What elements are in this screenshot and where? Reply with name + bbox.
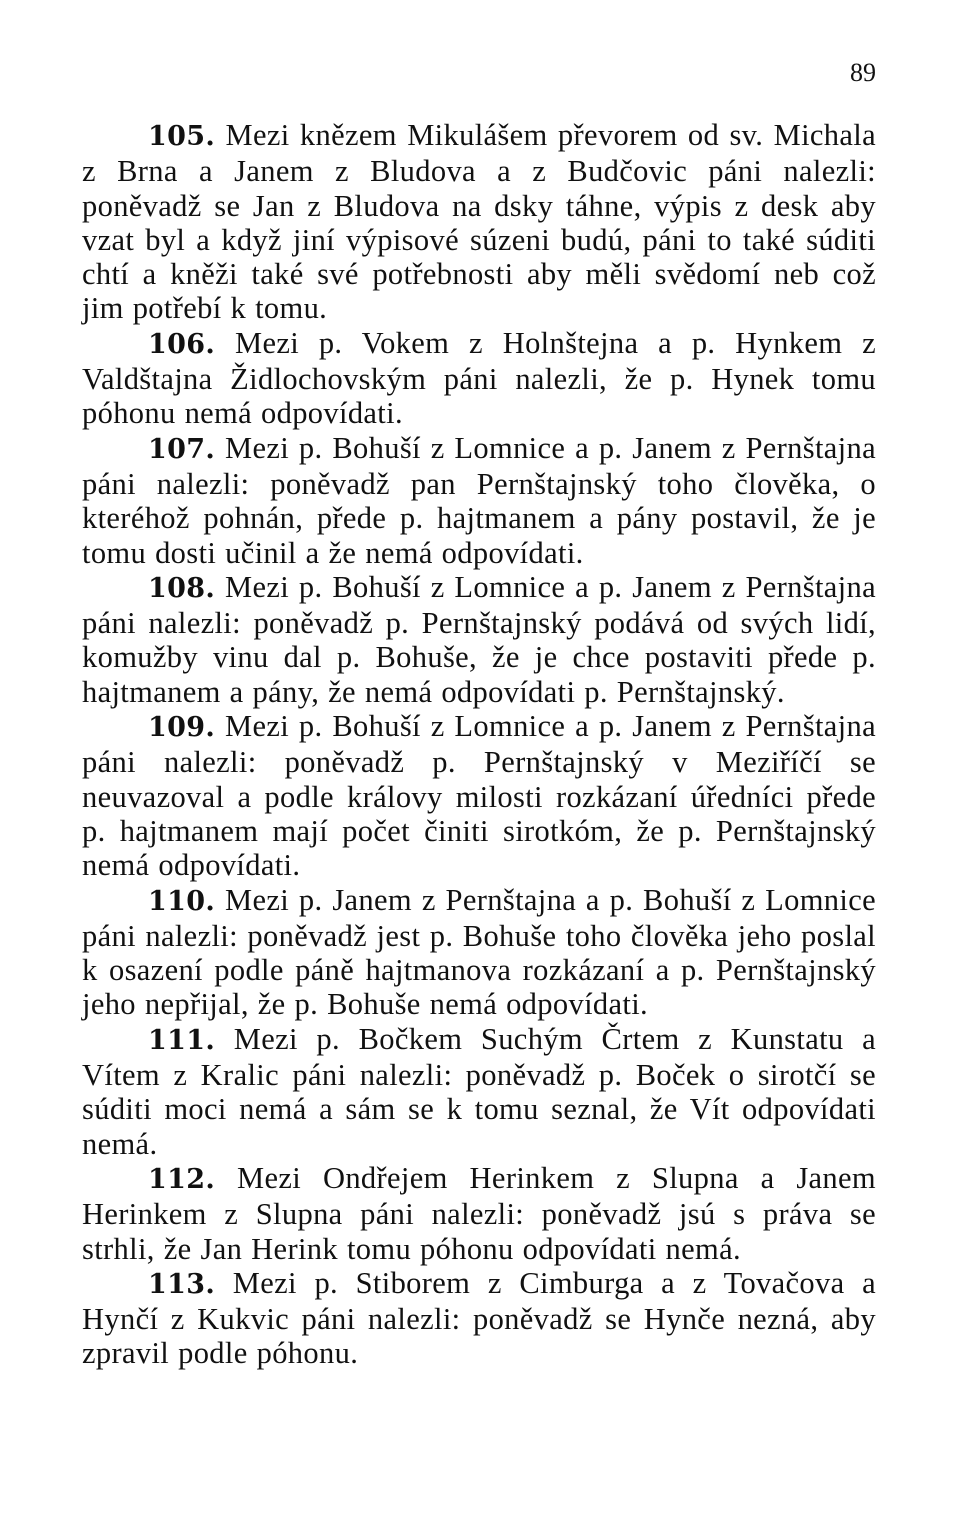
entry-number: 106. [148, 328, 216, 360]
entry-text: Mezi p. Bočkem Suchým Črtem z Kunstatu a Vítem z Kralic páni nalezli: poněvadž p. Boček o sirotčí se súditi moci nemá a sám se k tomu seznal, že Vít odpovídati nemá. [82, 1021, 876, 1161]
page-number: 89 [850, 58, 876, 87]
entry-number: 112. [148, 1163, 216, 1195]
entry-text: Mezi p. Janem z Pernštajna a p. Bohuší z Lomnice páni nalezli: poněvadž jest p. Bohuše toho člověka jeho poslal k osazení podle páně hajtmanova rozkázaní a p. Pernštajnský jeho nepřijal, že p. Bohuše nemá odpovídati. [82, 882, 876, 1022]
entry-text: Mezi p. Stiborem z Cimburga a z Tovačova a Hynčí z Kukvic páni nalezli: poněvadž se Hynče nezná, aby zpravil podle póhonu. [82, 1265, 876, 1371]
entry-number: 107. [148, 433, 216, 465]
entry-number: 108. [148, 572, 216, 604]
entry-text: Mezi p. Bohuší z Lomnice a p. Janem z Pernštajna páni nalezli: poněvadž p. Pernštajnský v Meziříčí se neuvazoval a podle královy milosti rozkázaní úředníci přede p. hajtmanem mají počet činiti sirotkóm, že p. Pernštajnský nemá odpovídati. [82, 709, 876, 883]
entry-113 [82, 1266, 876, 1371]
entry-text: Mezi p. Vokem z Holnštejna a p. Hynkem z Valdštajna Židlochovským páni nalezli, že p. Hynek tomu póhonu nemá odpovídati. [82, 325, 876, 431]
entry-number: 111. [148, 1024, 216, 1056]
entry-112 [82, 1161, 876, 1266]
entry-number: 110. [148, 885, 216, 917]
entry-text: Mezi knězem Mikulášem převorem od sv. Michala z Brna a Janem z Bludova a z Budčovic páni nalezli: poněvadž se Jan z Bludova na dsky táhne, výpis z desk aby vzat byl a když jiní výpisové súzeni budú, páni to také súditi chtí a kněži také své potřebnosti aby měli svědomí neb což jim potřebí k tomu. [82, 118, 876, 326]
entry-107 [82, 431, 876, 570]
entry-number: 109. [148, 712, 216, 744]
entry-106 [82, 326, 876, 431]
document-body [82, 118, 876, 1371]
entry-111 [82, 1022, 876, 1161]
entry-number: 113. [148, 1268, 216, 1300]
entry-109 [82, 709, 876, 882]
entry-105 [82, 118, 876, 326]
entry-number: 105. [148, 121, 216, 152]
entry-text: Mezi p. Bohuší z Lomnice a p. Janem z Pernštajna páni nalezli: poněvadž p. Pernštajnský podává od svých lidí, komužby vinu dal p. Bohuše, že je chce postaviti přede p. hajtmanem a pány, že nemá odpovídati p. Pernštajnský. [82, 569, 876, 709]
entry-text: Mezi Ondřejem Herinkem z Slupna a Janem Herinkem z Slupna páni nalezli: poněvadž jsú s práva se strhli, že Jan Herink tomu póhonu odpovídati nemá. [82, 1160, 876, 1266]
entry-110 [82, 883, 876, 1022]
entry-108 [82, 570, 876, 709]
entry-text: Mezi p. Bohuší z Lomnice a p. Janem z Pernštajna páni nalezli: poněvadž pan Pernštajnský toho člověka, o kteréhož pohnán, přede p. hajtmanem a pány postavil, že je tomu dosti učinil a že nemá odpovídati. [82, 430, 876, 570]
